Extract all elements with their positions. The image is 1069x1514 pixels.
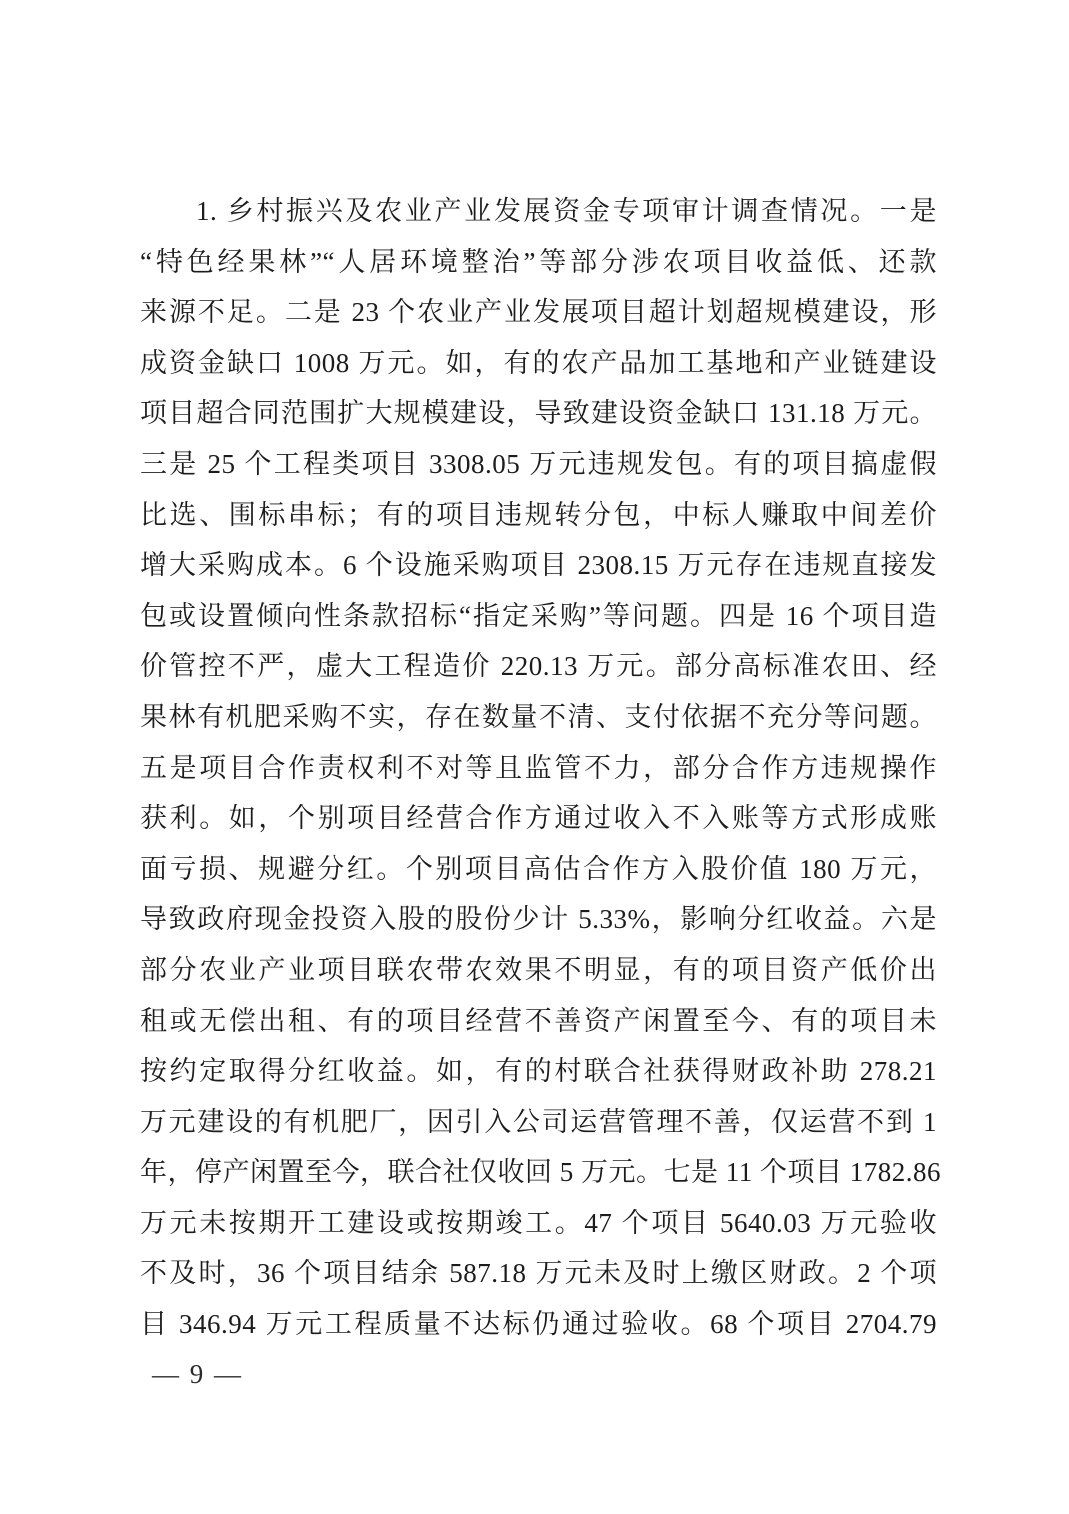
- text-line: 成资金缺口 1008 万元。如，有的农产品加工基地和产业链建设: [140, 347, 937, 378]
- text-line: 万元建设的有机肥厂，因引入公司运营管理不善，仅运营不到 1: [140, 1106, 937, 1137]
- text-line: 不及时，36 个项目结余 587.18 万元未及时上缴区财政。2 个项: [140, 1258, 937, 1289]
- paragraph-block: [140, 186, 941, 1350]
- text-line: 面亏损、规避分红。个别项目高估合作方入股价值 180 万元，: [140, 853, 937, 884]
- text-line: 比选、围标串标；有的项目违规转分包，中标人赚取中间差价: [140, 499, 937, 530]
- text-line: 万元未按期开工建设或按期竣工。47 个项目 5640.03 万元验收: [140, 1207, 937, 1238]
- text-line: 1. 乡村振兴及农业产业发展资金专项审计调查情况。一是: [196, 196, 937, 226]
- page-number: — 9 —: [152, 1359, 243, 1389]
- text-line: “特色经果林”“人居环境整治”等部分涉农项目收益低、还款: [140, 246, 937, 277]
- text-line: 来源不足。二是 23 个农业产业发展项目超计划超规模建设，形: [140, 297, 937, 328]
- text-line: 三是 25 个工程类项目 3308.05 万元违规发包。有的项目搞虚假: [140, 448, 937, 479]
- text-line: 项目超合同范围扩大规模建设，导致建设资金缺口 131.18 万元。: [140, 398, 937, 429]
- text-line: 目 346.94 万元工程质量不达标仍通过验收。68 个项目 2704.79: [140, 1309, 937, 1340]
- text-line: 果林有机肥采购不实，存在数量不清、支付依据不充分等问题。: [140, 701, 937, 732]
- text-line: 价管控不严，虚大工程造价 220.13 万元。部分高标准农田、经: [140, 651, 937, 682]
- text-line: 按约定取得分红收益。如，有的村联合社获得财政补助 278.21: [140, 1056, 937, 1087]
- text-line: 租或无偿出租、有的项目经营不善资产闲置至今、有的项目未: [140, 1005, 937, 1036]
- text-line: 增大采购成本。6 个设施采购项目 2308.15 万元存在违规直接发: [140, 550, 937, 581]
- text-line: 包或设置倾向性条款招标“指定采购”等问题。四是 16 个项目造: [140, 600, 937, 631]
- text-line: 年，停产闲置至今，联合社仅收回 5 万元。七是 11 个项目 1782.86: [140, 1157, 941, 1188]
- text-line: 导致政府现金投资入股的股份少计 5.33%，影响分红收益。六是: [140, 904, 937, 935]
- text-line: 获利。如，个别项目经营合作方通过收入不入账等方式形成账: [140, 803, 937, 834]
- text-line: 五是项目合作责权利不对等且监管不力，部分合作方违规操作: [140, 752, 937, 783]
- text-line: 部分农业产业项目联农带农效果不明显，有的项目资产低价出: [140, 954, 937, 985]
